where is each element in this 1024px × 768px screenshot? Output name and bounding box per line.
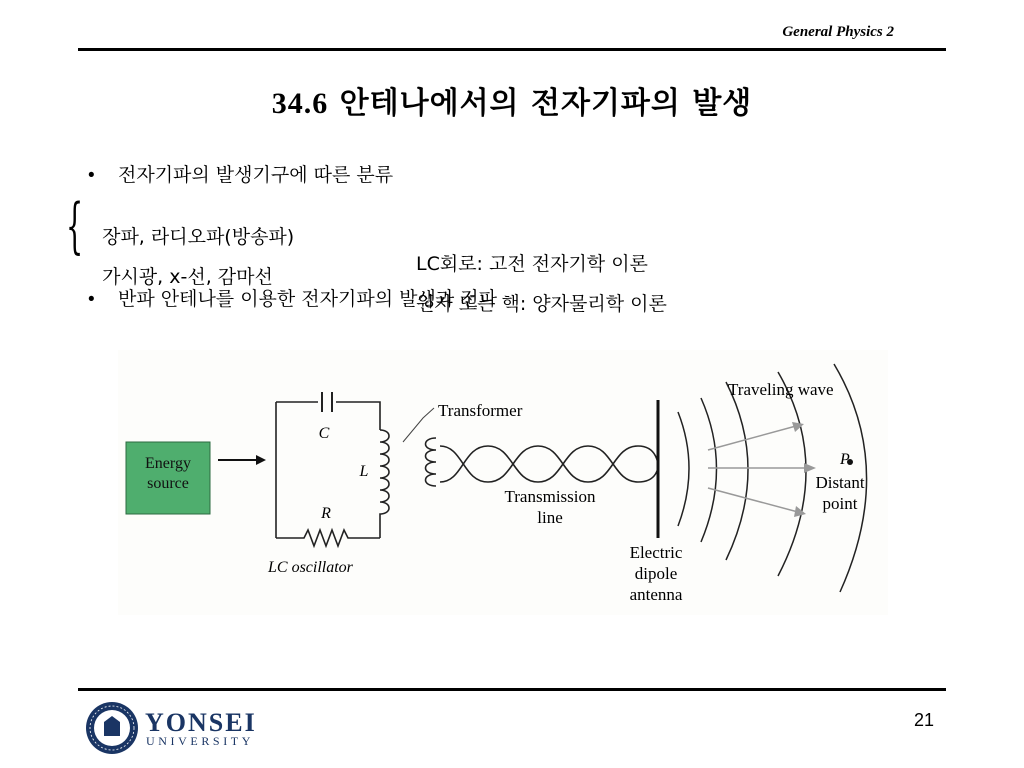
bullet-text: 전자기파의 발생기구에 따른 분류 — [118, 164, 394, 186]
page-number: 21 — [913, 710, 934, 730]
university-name: YONSEI — [145, 708, 257, 737]
capacitor-label: C — [318, 425, 330, 442]
title-number: 34.6 — [271, 87, 329, 120]
resistor-label: R — [321, 505, 331, 522]
bullet-dot: • — [88, 165, 95, 186]
classification-left: 장파, 라디오파(방송파) — [102, 226, 295, 248]
transmission-label: Transmission — [504, 487, 596, 506]
transmission-label: line — [537, 508, 563, 527]
slide-title — [0, 78, 1024, 122]
bullet-classification — [88, 160, 393, 187]
antenna-label: Electric — [629, 543, 683, 562]
point-symbol: P — [840, 451, 850, 468]
bullet-antenna — [88, 284, 497, 311]
antenna-diagram — [118, 350, 888, 615]
classification-right: LC회로: 고전 전자기학 이론 — [416, 253, 648, 275]
bullet-dot: • — [88, 289, 95, 310]
university-seal — [84, 700, 140, 756]
oscillator-label: LC oscillator — [268, 559, 353, 576]
energy-source-label: Energy — [145, 455, 191, 472]
energy-source-label: source — [147, 475, 189, 492]
traveling-wave-label: Traveling wave — [728, 380, 834, 399]
inductor-label: L — [359, 463, 369, 480]
title-text: 안테나에서의 전자기파의 발생 — [339, 86, 753, 121]
bullet-text: 반파 안테나를 이용한 전자기파의 발생과 전파 — [118, 288, 497, 310]
footer-rule — [78, 688, 946, 691]
antenna-label: antenna — [629, 585, 683, 604]
header-rule — [78, 48, 946, 51]
distant-point-label: Distant — [815, 473, 865, 492]
antenna-label: dipole — [634, 564, 678, 583]
brace-symbol: { — [66, 191, 84, 261]
classification-right: 원자 또는 핵: 양자물리학 이론 — [416, 293, 667, 315]
university-subtitle: UNIVERSITY — [146, 734, 254, 748]
transformer-label: Transformer — [438, 401, 523, 420]
course-title: General Physics 2 — [782, 24, 894, 40]
classification-left: 가시광, x-선, 감마선 — [102, 266, 273, 288]
distant-point-label: point — [822, 494, 858, 513]
